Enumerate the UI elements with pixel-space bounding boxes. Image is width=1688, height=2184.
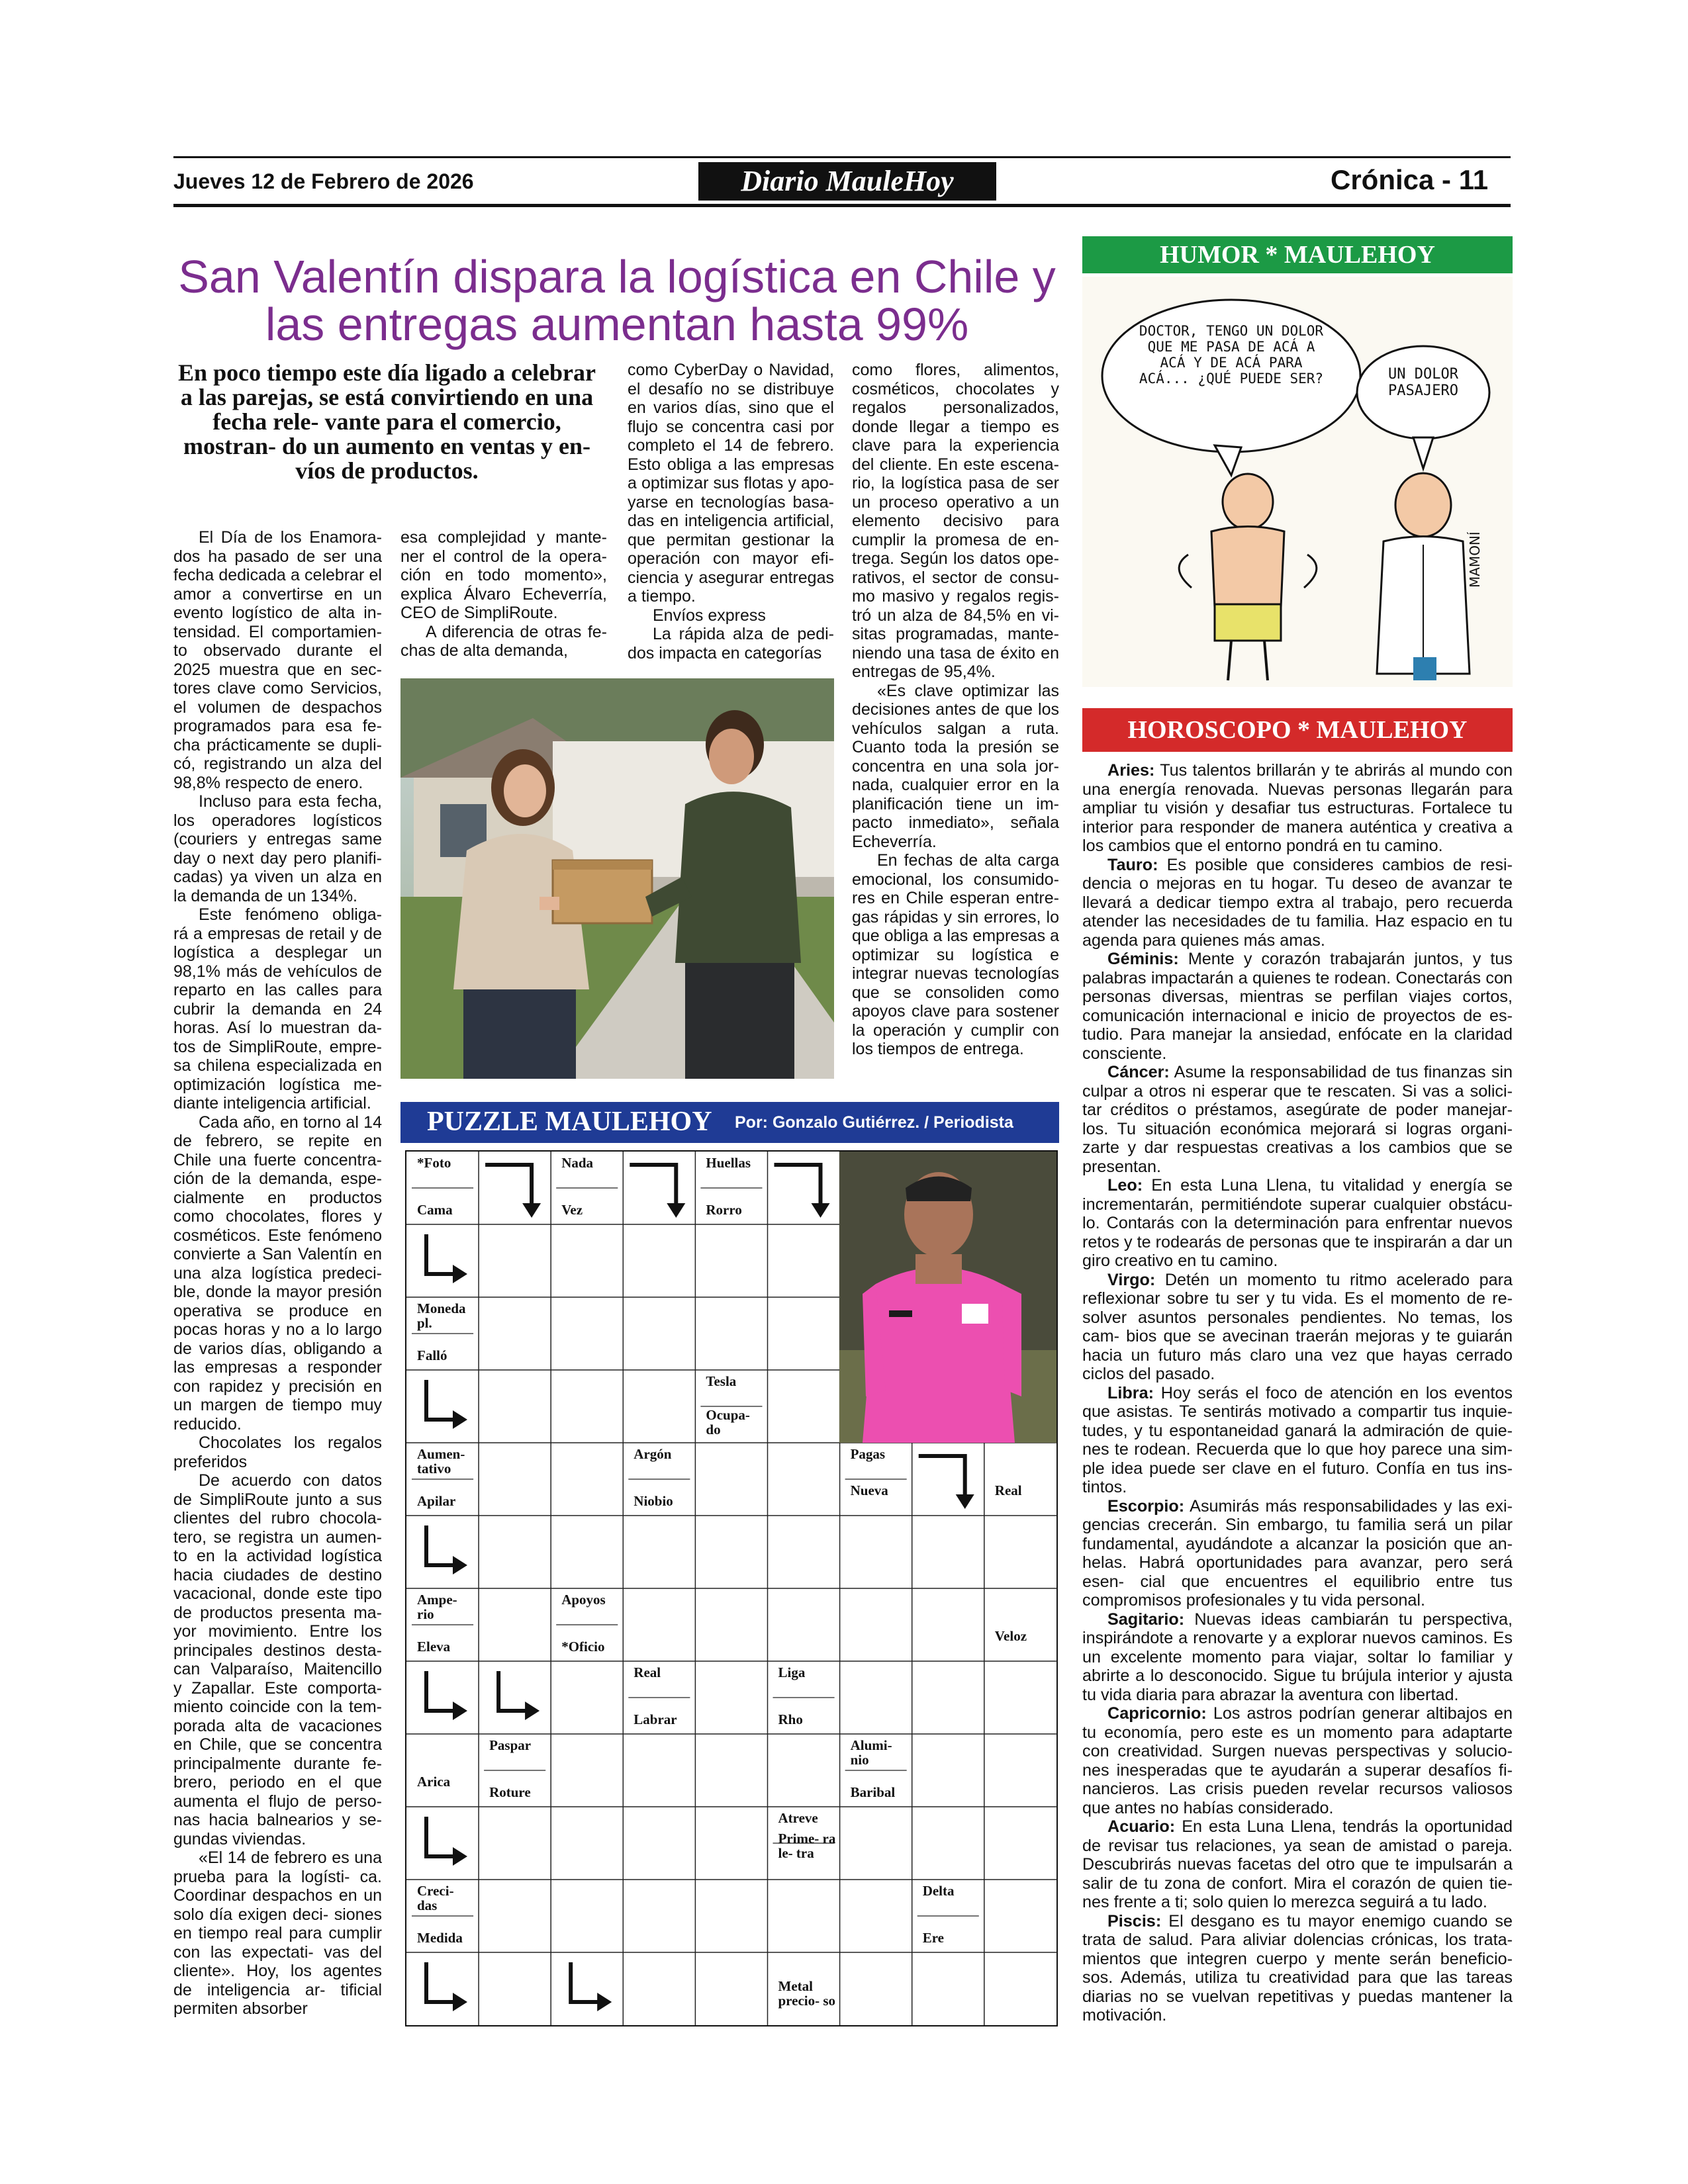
paragraph: Este fenómeno obliga- rá a empresas de retail y de logística a desplegar un 98,1% más de vehículos de reparto en las calles para cubrir la demanda en 24 horas. Así lo muestran da- tos de SimpliRoute, empre- sa chilena especializada en optimización logística me- diante inteligencia artificial. — [173, 905, 382, 1113]
humor-cartoon — [1082, 277, 1513, 687]
sign-name: Piscis: — [1107, 1911, 1162, 1931]
crossword-clue: Real — [633, 1664, 661, 1680]
crossword-clue: Arica — [417, 1774, 451, 1790]
arrow-right-icon — [453, 1702, 467, 1720]
paragraph: Cada año, en torno al 14 de febrero, se repite en Chile una fuerte concentra- ción de la demanda, espe- cialmente en productos como chocolates, flores y cosméticos. Este fenómeno convierte a San Valentín en una alza logística predeci- ble, donde la mayor presión operativa se produce en pocas horas y no a lo largo de varios días, obligando a las empresas a responder con rapidez y precisión en un margen de tiempo muy reducido. — [173, 1113, 382, 1433]
paragraph: Incluso para esta fecha, los operadores logísticos (couriers y entregas same day o next day pero planifi- cadas) ya viven un alza en la demanda de un 134%. — [173, 792, 382, 905]
sign-text: Mente y corazón trabajarán juntos, y tus palabras impactarán a quienes te rodean. Conectarás con personas diversas, mientras se perfilan viajes cortos, comunicación internacional e inicio de proyectos de es- tudio. Para manejar la ansiedad, enfócate en la claridad consciente. — [1082, 950, 1513, 1063]
arrow-right-icon — [453, 1556, 467, 1574]
crossword-clue: Huellas — [706, 1155, 751, 1171]
header-top-rule — [173, 156, 1511, 158]
sign-name: Leo: — [1107, 1176, 1143, 1195]
crossword-clue: Ocupa- do — [706, 1407, 750, 1437]
horoscope-entry-capricornio — [1082, 1704, 1513, 1817]
arrow-down-icon — [774, 1165, 821, 1208]
crossword-clue: *Oficio — [561, 1639, 605, 1655]
paragraph: En fechas de alta carga emocional, los consumido- res en Chile esperan entre- gas rápidas y sin errores, lo que obliga a las empresas a optimizar su logística e integrar nuevas tecnologías que se consoliden como apoyos clave para sostener la operación y cumplir con los tiempos de entrega. — [852, 851, 1059, 1058]
arrow-down-icon — [956, 1494, 974, 1509]
article-title-line1: San Valentín dispara la logística en Chile y — [178, 251, 1056, 302]
crossword-clue: Delta — [922, 1883, 955, 1899]
crossword-clue: Falló — [417, 1347, 447, 1363]
paragraph: A diferencia de otras fe- chas de alta demanda, — [400, 622, 607, 660]
arrow-right-icon — [453, 1993, 467, 2011]
newspaper-logo: Diario MauleHoy — [698, 162, 996, 201]
arrow-right-icon — [453, 1847, 467, 1866]
article-title — [173, 253, 1060, 348]
crossword-clue: Aumen- tativo — [417, 1446, 465, 1477]
arrow-right-icon — [453, 1265, 467, 1283]
horoscope-entry-virgo — [1082, 1271, 1513, 1384]
crossword-clue: Apilar — [417, 1493, 456, 1509]
sign-name: Sagitario: — [1107, 1610, 1185, 1629]
paragraph: «El 14 de febrero es una prueba para la logísti- ca. Coordinar despachos en un solo día exigen deci- siones en tiempo real para cumplir con las expectati- vas del cliente». Hoy, los agentes de inteligencia ar- tificial permiten absorber — [173, 1848, 382, 2018]
arrow-right-icon — [453, 1410, 467, 1429]
cartoonist-signature: MAMONÍ — [1467, 531, 1483, 588]
paragraph: El Día de los Enamora- dos ha pasado de ser una fecha dedicada a celebrar el amor a convertirse en un evento logístico de alta in- tensidad. El comportamien- to observado durante el 2025 muestra que en sec- tores clave como Servicios, el volumen de despachos programados para esa fe- cha prácticamente se dupli- có, registrando un alza del 98,8% respecto de enero. — [173, 528, 382, 792]
section-page-number: Crónica - 11 — [1331, 164, 1489, 195]
article-column-3 — [628, 361, 834, 662]
crossword-clue: Creci- das — [417, 1883, 454, 1913]
sign-text: Es posible que consideres cambios de resi- dencia o mejoras en tu hogar. Tu deseo de avanzar te llevará a dedicar tiempo extra al trabajo, pero recuerda atender las necesidades de tu familia. Haz espacio en tu agenda para quienes más amas. — [1082, 855, 1513, 950]
sign-text: Detén un momento tu ritmo acelerado para reflexionar sobre tu ser y tu vida. Es el momento de re- solver asuntos personales pendientes. No temas, los cam- bios que se avecinan traerán mejoras y te guiarán hacia un futuro más claro una vez que hayas cerrado ciclos del pasado. — [1082, 1270, 1513, 1383]
crossword-clue: Ere — [922, 1930, 944, 1946]
crossword-clue: Labrar — [633, 1711, 677, 1727]
header-bottom-rule — [173, 204, 1511, 207]
crossword-clue: Nada — [561, 1155, 594, 1171]
horoscope-entry-piscis — [1082, 1912, 1513, 2025]
horoscope-entry-acuario — [1082, 1817, 1513, 1912]
puzzle-byline: Por: Gonzalo Gutiérrez. / Periodista — [735, 1113, 1013, 1132]
horoscope-entry-libra — [1082, 1384, 1513, 1497]
paragraph: De acuerdo con datos de SimpliRoute junto a sus clientes del rubro chocola- tero, se registra un aumen- to en la actividad logística hacia ciudades de destino vacacional, donde este tipo de productos presenta ma- yor movimiento. Entre los principales destinos desta- can Valparaíso, Maitencillo y Zapallar. Este comporta- miento coincide con la tem- porada alta de vacaciones en Chile, que se concentra principalmente durante fe- brero, periodo en el que aumenta el flujo de perso- nas hacia balnearios y se- gundas viviendas. — [173, 1471, 382, 1848]
referee-photo — [839, 1152, 1056, 1443]
puzzle-header — [400, 1102, 1059, 1143]
article-column-2 — [400, 528, 607, 660]
sign-text: Asumirás más responsabilidades y las exi- gencias crecerán. Sin embargo, tu familia será un pilar fundamental, ayudándote a alcanzar la posición que an- helas. Habrá oportunidades para avanzar, pero será esen- cial que encuentres el equilibrio entre tus compromisos profesionales y tu vida personal. — [1082, 1496, 1513, 1610]
crossword-grid — [405, 1150, 1058, 2026]
arrow-down-icon — [522, 1203, 541, 1218]
crossword-clue: Tesla — [706, 1373, 737, 1389]
sign-text: Asume la responsabilidad de tus finanzas sin culpar a otros ni esperar que te rescaten. Si vas a solici- tar créditos o préstamos, asegúrate de poder manejar- los. Tu situación económica mejorará si logras organi- zarte y dar respuestas creativas a los cambios que se presentan. — [1082, 1063, 1513, 1176]
issue-date: Jueves 12 de Febrero de 2026 — [173, 169, 474, 193]
arrow-right-icon — [426, 1380, 456, 1420]
sign-text: Hoy serás el foco de atención en los eventos que asistas. Te sentirás motivado a compartir tus inquie- tudes, y tu espontaneidad ganará la admiración de quie- nes te rodean. Recuerda que lo que hoy parece una sim- ple idea puede ser clave en el futuro. Confía en tus ins- tintos. — [1082, 1383, 1513, 1496]
arrow-right-icon — [426, 1671, 456, 1711]
delivery-photo-illustration — [400, 678, 834, 1079]
sign-name: Acuario: — [1107, 1817, 1176, 1836]
arrow-right-icon — [426, 1525, 456, 1565]
sign-name: Aries: — [1107, 761, 1155, 780]
sign-text: Nuevas ideas cambiarán tu perspectiva, inspirándote a renovarte y a explorar nuevos caminos. Es un excelente momento para viajar, soltar lo familiar y abrirte a lo desconocido. Sigue tu brújula interior y ajusta tu vida diaria para abrazar la aventura con libertad. — [1082, 1610, 1513, 1704]
arrow-right-icon — [426, 1817, 456, 1856]
crossword-clue: Apoyos — [561, 1592, 606, 1608]
doctor-cartoon-illustration — [1082, 277, 1513, 687]
horoscope-entry-cancer — [1082, 1063, 1513, 1176]
puzzle-title: PUZZLE MAULEHOY — [427, 1107, 712, 1137]
article-column-1 — [173, 528, 382, 2019]
sign-text: En esta Luna Llena, tu vitalidad y energía se incrementarán, permitiéndote superar cualquier obstácu- lo. Contarás con la determinación para enfrentar nuevos retos y te rodearás de personas que te inspirarán a dar un giro creativo en tu camino. — [1082, 1176, 1513, 1270]
sign-text: El desgano es tu mayor enemigo cuando se trata de salud. Para aliviar dolencias crónicas, los trata- mientos que integren cuerpo y mente serán beneficio- sos. Además, utiliza tu creatividad para que las tareas diarias no se vuelvan repetitivas y puedas mantener la motivación. — [1082, 1911, 1513, 2025]
horoscope-entry-geminis — [1082, 950, 1513, 1063]
crossword-clue: Moneda pl. — [417, 1300, 466, 1331]
article-photo — [400, 678, 834, 1079]
crossword-clue: Cama — [417, 1202, 453, 1218]
subheading: Envíos express — [653, 606, 766, 625]
sign-name: Tauro: — [1107, 855, 1158, 874]
arrow-down-icon — [812, 1203, 830, 1218]
sign-name: Capricornio: — [1107, 1704, 1207, 1723]
crossword-clue: Pagas — [850, 1446, 886, 1462]
arrow-right-icon — [426, 1234, 456, 1274]
paragraph: La rápida alza de pedi- dos impacta en categorías — [628, 625, 834, 662]
crossword-clue: Eleva — [417, 1639, 451, 1655]
referee-illustration — [839, 1152, 1056, 1443]
paragraph: como flores, alimentos, cosméticos, chocolates y regalos personalizados, donde llegar a tiempo es clave para la experiencia del cliente. En este escena- rio, la logística pasa de ser un proceso operativo a un elemento decisivo para cumplir la promesa de en- trega. Según los datos ope- rativos, el sector de consu- mo masivo y regalos regis- tró un alza de 84,5% en vi- sitas programadas, mante- niendo una tasa de éxito en entregas de 95,4%. — [852, 361, 1059, 681]
crossword-clue: Rho — [778, 1711, 803, 1727]
horoscope-entry-leo — [1082, 1176, 1513, 1271]
arrow-right-icon — [426, 1962, 456, 2002]
crossword-clue: Rorro — [706, 1202, 742, 1218]
crossword-clue: Veloz — [994, 1628, 1027, 1644]
paragraph: «Es clave optimizar las decisiones antes de que los vehículos salgan a ruta. Cuanto toda la presión se concentra en una sola jor- nada, cualquier error en la planificación tiene un im- pacto inmediato», señala Echeverría. — [852, 681, 1059, 851]
paragraph: como CyberDay o Navidad, el desafío no se distribuye en varios días, sino que el flujo se concentra casi por completo el 14 de febrero. Esto obliga a las empresas a optimizar sus flotas y apo- yarse en tecnologías basa- das en inteligencia artificial, que permitan gestionar la operación con mayor efi- ciencia y asegurar entregas a tiempo. — [628, 361, 834, 606]
arrow-down-icon — [919, 1456, 965, 1499]
article-deck: En poco tiempo este día ligado a celebrar a las parejas, se está convirtiendo en una fecha rele- vante para el comercio, mostran- do un aumento en ventas y en- víos de productos. — [178, 359, 596, 484]
crossword-clue: Nueva — [850, 1482, 888, 1498]
sign-text: Tus talentos brillarán y te abrirás al mundo con una energía renovada. Nuevas personas llegarán para ampliar tu visión y desafiar tus estructuras. Fortalece tu interior para responder de manera auténtica y creativa a los cambios que el entorno pondrá en tu camino. — [1082, 761, 1513, 855]
crossword-clue: Niobio — [633, 1493, 673, 1509]
crossword-clue: Alumi- nio — [850, 1737, 892, 1768]
horoscope-list — [1082, 761, 1513, 2025]
sign-text: Los astros podrían generar altibajos en tu economía, pero este es un momento para adaptarte con creatividad. Surgen nuevas perspectivas y solucio- nes inesperadas que te ayudarán a superar desafíos fi- nancieros. Las crisis pueden revelar recursos valiosos que antes no habías considerado. — [1082, 1704, 1513, 1817]
sign-name: Libra: — [1107, 1383, 1154, 1402]
crossword-clue: Prime- ra le- tra — [778, 1831, 836, 1861]
arrow-down-icon — [485, 1165, 532, 1208]
horoscope-entry-tauro — [1082, 856, 1513, 950]
crossword-clue: Medida — [417, 1930, 463, 1946]
cartoon-bubble-doctor: UN DOLOR PASAJERO — [1388, 366, 1458, 399]
crossword-clue: Paspar — [489, 1737, 532, 1753]
crossword-clue: Atreve — [778, 1810, 818, 1826]
horoscope-entry-escorpio — [1082, 1497, 1513, 1610]
crossword-clue: Liga — [778, 1664, 806, 1680]
crossword-clue: Real — [994, 1482, 1022, 1498]
sign-text: En esta Luna Llena, tendrás la oportunidad de revisar tus relaciones, ya sean de amistad o pareja. Descubrirás nuevas facetas del otro que te impulsarán a salir de tu zona de confort. Mira el corazón de quien tie- nes frente a ti; solo quien lo merezca seguirá a tu lado. — [1082, 1817, 1513, 1911]
arrow-right-icon — [597, 1993, 612, 2011]
arrow-right-icon — [571, 1962, 600, 2002]
article-column-4 — [852, 361, 1059, 1059]
sign-name: Géminis: — [1107, 950, 1179, 968]
arrow-right-icon — [525, 1702, 539, 1720]
paragraph: esa complejidad y mante- ner el control de la opera- ción en todo momento», explica Álvaro Echeverría, CEO de SimpliRoute. — [400, 528, 607, 622]
arrow-right-icon — [498, 1671, 528, 1711]
subheading: Chocolates los regalos preferidos — [173, 1433, 382, 1471]
horoscope-entry-aries — [1082, 761, 1513, 856]
sign-name: Virgo: — [1107, 1270, 1156, 1289]
crossword-clue: Baribal — [850, 1784, 896, 1800]
cartoon-bubble-patient: DOCTOR, TENGO UN DOLOR QUE ME PASA DE ACÁ A ACÁ Y DE ACÁ PARA ACÁ... ¿QUÉ PUEDE SER? — [1139, 323, 1324, 387]
crossword-clue: *Foto — [417, 1155, 451, 1171]
crossword-clue: Metal precio- so — [778, 1978, 836, 2009]
humor-section-header: HUMOR * MAULEHOY — [1082, 236, 1513, 273]
sign-name: Cáncer: — [1107, 1063, 1170, 1081]
horoscope-section-header: HOROSCOPO * MAULEHOY — [1082, 708, 1513, 752]
article-title-line2: las entregas aumentan hasta 99% — [265, 298, 969, 350]
crossword-clue: Vez — [561, 1202, 583, 1218]
horoscope-entry-sagitario — [1082, 1610, 1513, 1705]
crossword-clue: Ampe- rio — [417, 1592, 457, 1622]
crossword-clue: Argón — [633, 1446, 672, 1462]
sign-name: Escorpio: — [1107, 1496, 1185, 1516]
arrow-down-icon — [667, 1203, 685, 1218]
arrow-down-icon — [630, 1165, 676, 1208]
crossword-clue: Roture — [489, 1784, 531, 1800]
